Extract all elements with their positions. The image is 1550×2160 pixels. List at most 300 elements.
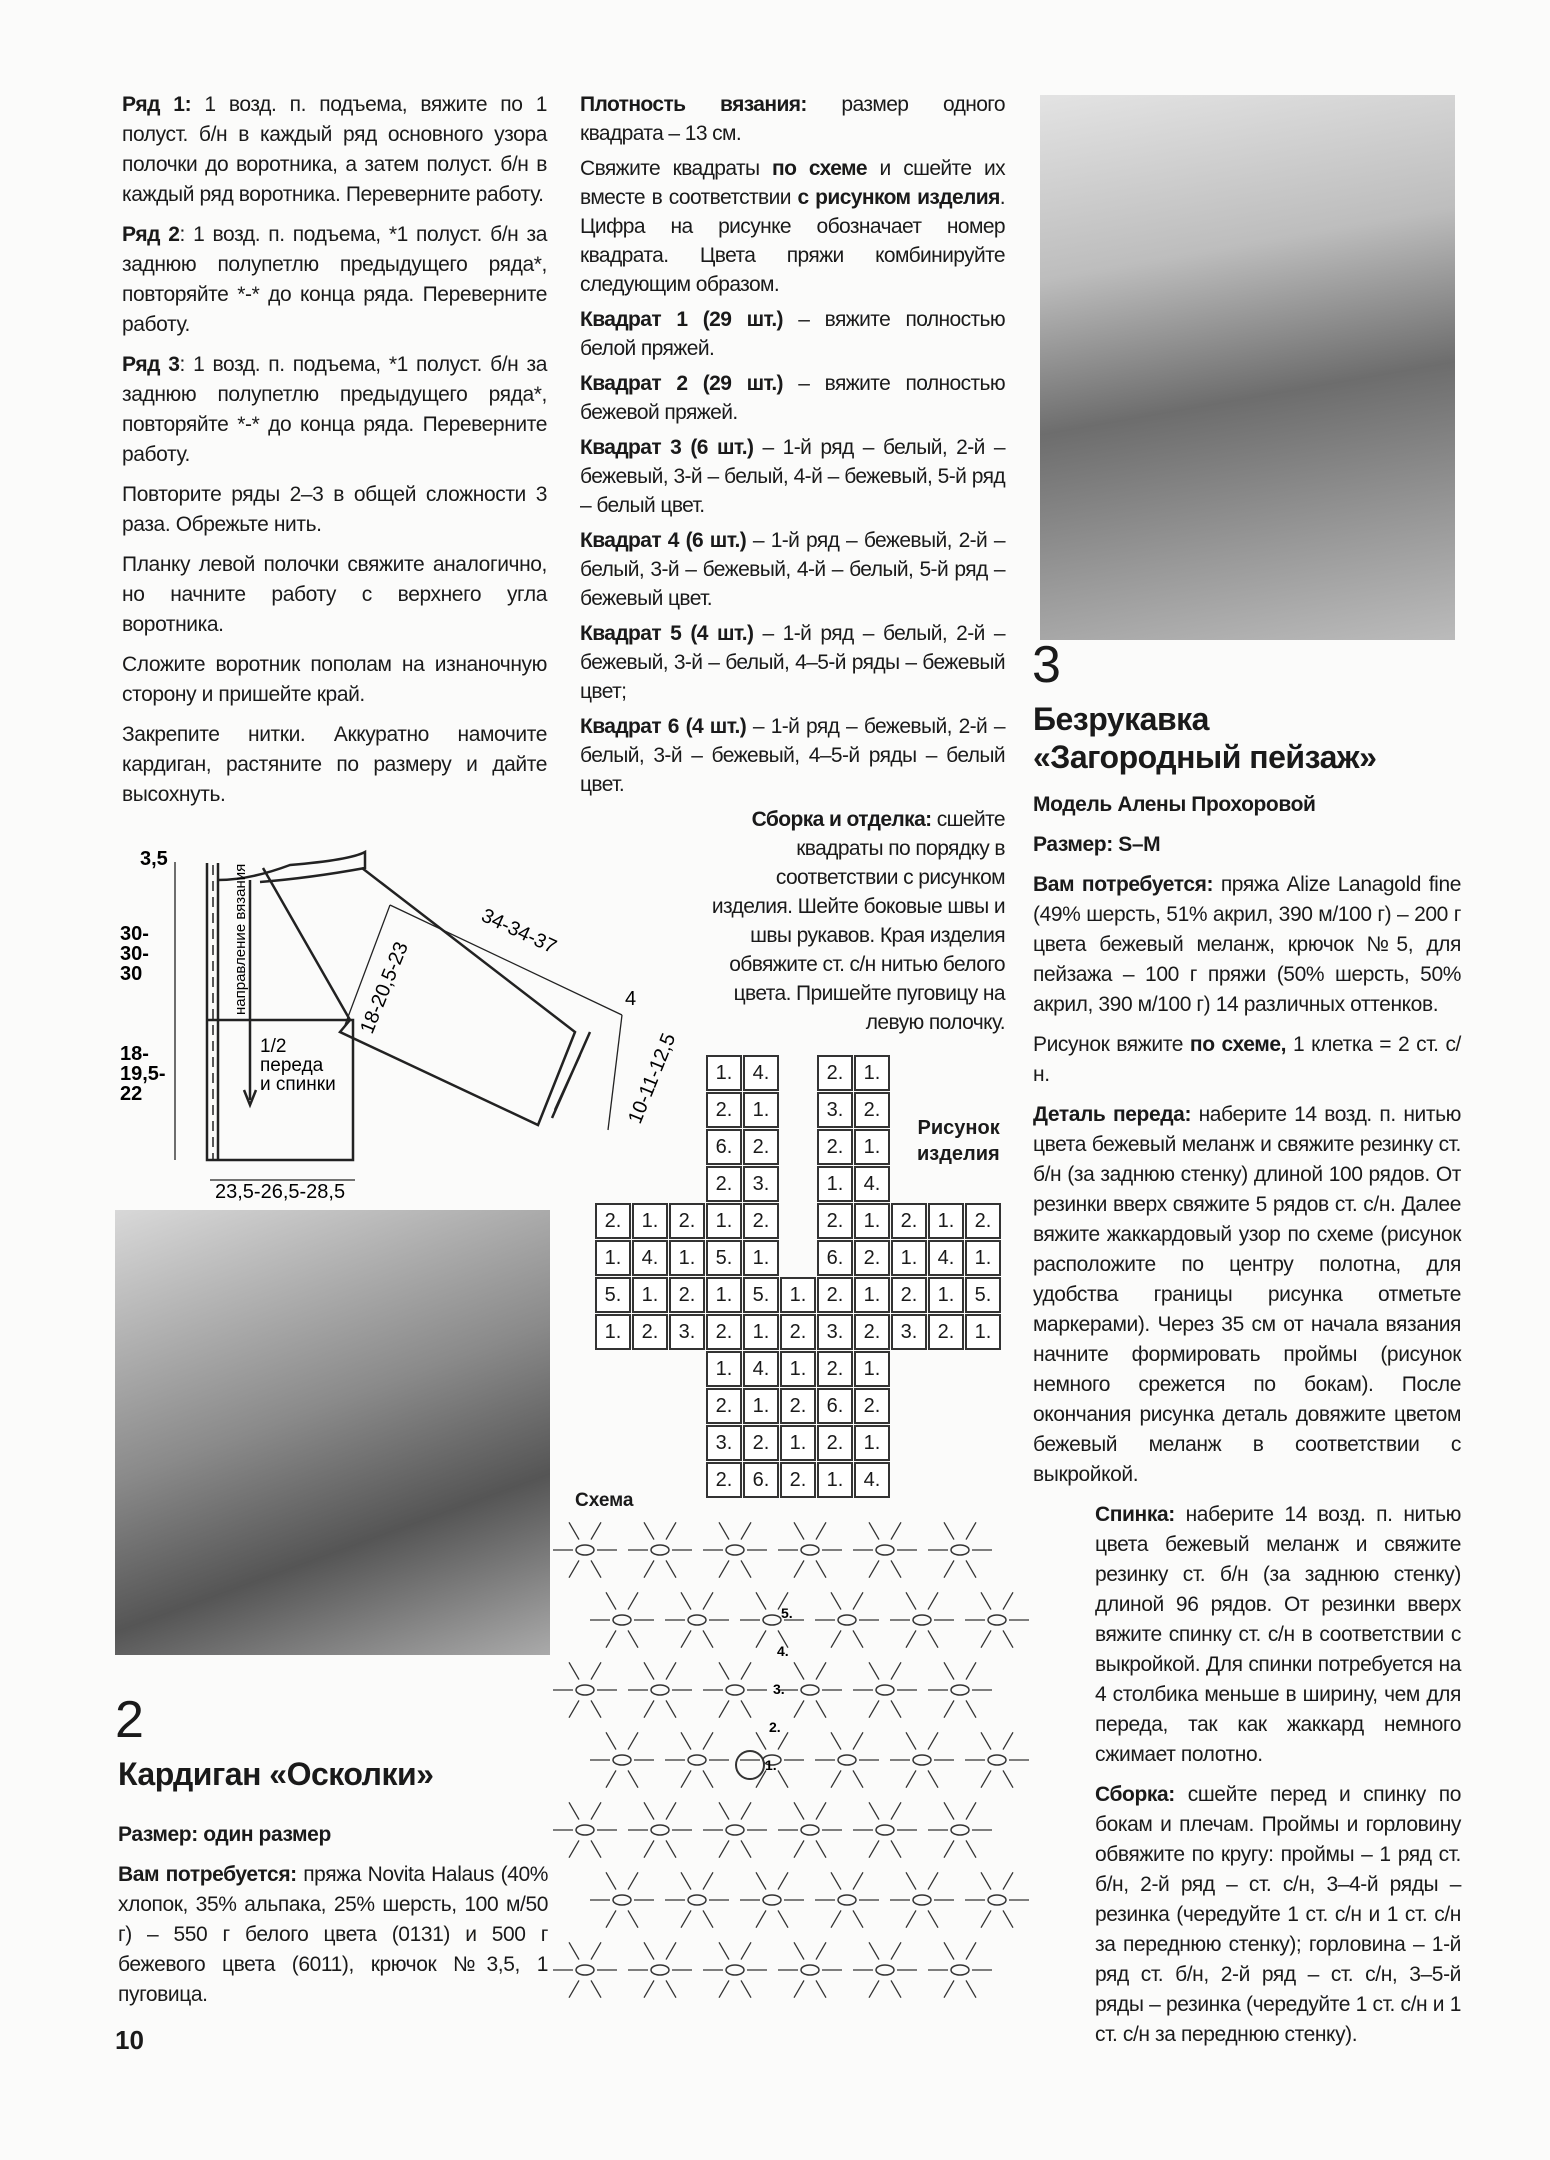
stitch-mark	[1003, 1872, 1013, 1889]
grid-cell: 1.	[669, 1240, 705, 1276]
stitch-mark	[981, 1732, 991, 1749]
stitch-mark	[569, 1522, 579, 1539]
square-text: – 1-й ряд – бежевый, 2-й – белый, 3-й – бежевый, 4-й – белый, 5-й ряд – бежевый цвет.	[580, 529, 1005, 610]
stitch-mark	[966, 1980, 976, 1997]
stitch-mark	[944, 1942, 954, 1959]
model-author: Модель Алены Прохоровой	[1033, 793, 1316, 816]
title-line: «Загородный пейзаж»	[1033, 739, 1377, 775]
stitch-mark	[719, 1802, 729, 1819]
grid-cell: 4.	[854, 1166, 890, 1202]
stitch-mark	[816, 1840, 826, 1857]
square-text: – вяжите полностью белой пряжей.	[580, 308, 1005, 360]
grid-cell: 1.	[928, 1203, 964, 1239]
grid-cell: 1.	[632, 1203, 668, 1239]
chain-ring	[913, 1895, 931, 1905]
stitch-mark	[778, 1872, 788, 1889]
back-label: Спинка:	[1095, 1503, 1175, 1526]
grid-cell: 1.	[595, 1314, 631, 1350]
text: Свяжите квадраты	[580, 157, 772, 180]
chain-ring	[763, 1615, 781, 1625]
half-front-back-label: 1/2 переда и спинки	[260, 1036, 336, 1095]
grid-cell: 2.	[854, 1240, 890, 1276]
chain-ring	[726, 1685, 744, 1695]
stitch-mark	[831, 1770, 841, 1787]
stitch-mark	[869, 1560, 879, 1577]
chain-ring	[876, 1545, 894, 1555]
stitch-mark	[628, 1872, 638, 1889]
scheme-row-label: 2.	[769, 1719, 781, 1735]
chain-ring	[651, 1825, 669, 1835]
stitch-mark	[816, 1980, 826, 1997]
stitch-mark	[794, 1560, 804, 1577]
dim-cuff-width: 10-11-12,5	[624, 1030, 681, 1127]
chain-ring	[726, 1965, 744, 1975]
stitch-mark	[906, 1770, 916, 1787]
stitch-mark	[666, 1560, 676, 1577]
grid-cell: 2.	[854, 1092, 890, 1128]
chain-ring	[688, 1615, 706, 1625]
grid-cell: 1.	[632, 1277, 668, 1313]
grid-cell: 3.	[891, 1314, 927, 1350]
grid-cell: 1.	[595, 1240, 631, 1276]
stitch-mark	[966, 1700, 976, 1717]
stitch-mark	[606, 1770, 616, 1787]
scheme-row-label: 3.	[773, 1681, 785, 1697]
stitch-mark	[644, 1942, 654, 1959]
grid-cell: 1.	[780, 1425, 816, 1461]
stitch-mark	[591, 1840, 601, 1857]
stitch-mark	[1003, 1770, 1013, 1787]
stitch-mark	[944, 1980, 954, 1997]
stitch-mark	[816, 1942, 826, 1959]
grid-cell: 1.	[854, 1055, 890, 1091]
section-title: Кардиган «Осколки»	[118, 1756, 434, 1792]
stitch-mark	[741, 1662, 751, 1679]
stitch-mark	[981, 1910, 991, 1927]
grid-cell: 1.	[817, 1166, 853, 1202]
stitch-mark	[666, 1840, 676, 1857]
cardigan-photo	[115, 1210, 550, 1655]
stitch-mark	[928, 1872, 938, 1889]
stitch-mark	[741, 1522, 751, 1539]
density-text: размер одного квадрата – 13 см.	[580, 93, 1005, 145]
stitch-mark	[591, 1942, 601, 1959]
grid-cell: 2.	[595, 1203, 631, 1239]
row2-text: : 1 возд. п. подъема, *1 полуст. б/н за заднюю полупетлю предыдущего ряда*, повторяйте *-* до конца ряда. Переверните работу.	[122, 223, 548, 336]
stitch-mark	[1003, 1592, 1013, 1609]
stitch-mark	[906, 1630, 916, 1647]
stitch-mark	[794, 1802, 804, 1819]
stitch-mark	[778, 1910, 788, 1927]
stitch-mark	[816, 1700, 826, 1717]
stitch-mark	[869, 1662, 879, 1679]
text: с рисунком изделия	[797, 186, 1000, 209]
chain-ring	[576, 1825, 594, 1835]
chain-ring	[688, 1895, 706, 1905]
stitch-mark	[681, 1770, 691, 1787]
materials-label: Вам потребуется:	[118, 1863, 297, 1886]
stitch-mark	[891, 1942, 901, 1959]
square-label: Квадрат 1 (29 шт.)	[580, 308, 783, 331]
stitch-mark	[966, 1840, 976, 1857]
chain-ring	[876, 1685, 894, 1695]
stitch-mark	[981, 1592, 991, 1609]
chain-ring	[951, 1965, 969, 1975]
grid-cell: 1.	[854, 1277, 890, 1313]
chain-ring	[913, 1615, 931, 1625]
chain-ring	[613, 1615, 631, 1625]
stitch-mark	[794, 1522, 804, 1539]
stitch-mark	[928, 1770, 938, 1787]
grid-cell: 2.	[706, 1462, 742, 1498]
stitch-mark	[944, 1662, 954, 1679]
size-label: Размер: S–M	[1033, 833, 1161, 856]
chain-ring	[688, 1755, 706, 1765]
stitch-mark	[666, 1980, 676, 1997]
stitch-mark	[869, 1840, 879, 1857]
paragraph: Сложите воротник пополам на изнаночную сторону и пришейте край.	[122, 653, 547, 706]
chain-ring	[613, 1895, 631, 1905]
stitch-mark	[681, 1592, 691, 1609]
stitch-mark	[606, 1910, 616, 1927]
text: Рисунок вяжите	[1033, 1033, 1190, 1056]
row2-label: Ряд 2	[122, 223, 180, 246]
chain-ring	[613, 1755, 631, 1765]
stitch-mark	[703, 1872, 713, 1889]
grid-cell: 4.	[854, 1462, 890, 1498]
stitch-mark	[853, 1872, 863, 1889]
dim-height-bottom: 18-19,5-22	[120, 1043, 166, 1105]
stitch-mark	[719, 1700, 729, 1717]
figure-label	[917, 1115, 1000, 1167]
chain-ring	[913, 1755, 931, 1765]
grid-cell: 4.	[928, 1240, 964, 1276]
stitch-mark	[644, 1662, 654, 1679]
stitch-mark	[1003, 1910, 1013, 1927]
stitch-mark	[778, 1770, 788, 1787]
stitch-mark	[681, 1872, 691, 1889]
stitch-mark	[644, 1700, 654, 1717]
dim-height-top: 30-30-30	[120, 923, 149, 985]
grid-cell: 1.	[891, 1240, 927, 1276]
stitch-mark	[666, 1942, 676, 1959]
stitch-mark	[794, 1942, 804, 1959]
grid-cell: 1.	[854, 1351, 890, 1387]
stitch-mark	[644, 1802, 654, 1819]
knitting-direction-label: направление вязания	[232, 863, 249, 1015]
grid-cell: 2.	[854, 1314, 890, 1350]
square-text: – 1-й ряд – белый, 2-й – бежевый, 3-й – белый, 4–5-й ряды – бежевый цвет;	[580, 622, 1005, 703]
chain-ring	[988, 1895, 1006, 1905]
grid-cell: 2.	[965, 1203, 1001, 1239]
materials-label: Вам потребуется:	[1033, 873, 1214, 896]
grid-cell: 2.	[891, 1277, 927, 1313]
grid-cell: 6.	[817, 1388, 853, 1424]
stitch-mark	[628, 1910, 638, 1927]
grid-cell: 2.	[706, 1314, 742, 1350]
stitch-mark	[831, 1910, 841, 1927]
dim-sleeve-length: 34-34-37	[477, 904, 560, 959]
stitch-mark	[981, 1630, 991, 1647]
grid-cell: 2.	[669, 1277, 705, 1313]
stitch-mark	[891, 1560, 901, 1577]
stitch-mark	[666, 1802, 676, 1819]
square-label: Квадрат 2 (29 шт.)	[580, 372, 783, 395]
grid-cell: 3.	[669, 1314, 705, 1350]
stitch-mark	[703, 1592, 713, 1609]
grid-cell: 2.	[706, 1092, 742, 1128]
stitch-mark	[853, 1770, 863, 1787]
square-label: Квадрат 5 (4 шт.)	[580, 622, 754, 645]
stitch-mark	[719, 1662, 729, 1679]
text: . Цифра на рисунке обозначает номер квадрата. Цвета пряжи комбинируйте следующим образом.	[580, 186, 1005, 296]
grid-cell: 1.	[706, 1277, 742, 1313]
stitch-mark	[906, 1872, 916, 1889]
stitch-mark	[928, 1630, 938, 1647]
row3-text: : 1 возд. п. подъема, *1 полуст. б/н за заднюю полупетлю предыдущего ряда*, повторяйте *-* до конца ряда. Переверните работу.	[122, 353, 548, 466]
chain-ring	[988, 1755, 1006, 1765]
chain-ring	[576, 1545, 594, 1555]
stitch-mark	[981, 1770, 991, 1787]
section-number: 3	[1032, 636, 1061, 694]
figure-label-line: Рисунок	[917, 1117, 1000, 1139]
dim-armhole: 18-20,5-23	[356, 938, 413, 1037]
dim-width: 23,5-26,5-28,5	[215, 1181, 346, 1203]
stitch-mark	[1003, 1732, 1013, 1749]
materials-text: пряжа Alize Lanagold fine (49% шерсть, 51% акрил, 390 м/100 г) – 200 г цвета бежевый меланж, крючок №5, для пейзажа – 100 г пряжи (50% шерсть, 50% акрил, 390 м/100 г) 14 различных оттенков.	[1033, 873, 1462, 1016]
vest-photo	[1040, 95, 1455, 640]
scheme-row-label: 1.	[765, 1757, 777, 1773]
section-title	[1033, 700, 1376, 776]
stitch-mark	[628, 1770, 638, 1787]
grid-cell: 3.	[706, 1425, 742, 1461]
chain-ring	[576, 1685, 594, 1695]
stitch-mark	[741, 1802, 751, 1819]
stitch-mark	[756, 1592, 766, 1609]
dim-cuff: 4	[625, 988, 637, 1010]
grid-cell: 2.	[854, 1388, 890, 1424]
stitch-mark	[831, 1872, 841, 1889]
grid-cell: 5.	[595, 1277, 631, 1313]
text: 1 клетка = 2 ст. с/н.	[1033, 1033, 1461, 1086]
grid-cell: 1.	[780, 1277, 816, 1313]
grid-cell: 2.	[743, 1129, 779, 1165]
grid-cell: 1.	[743, 1388, 779, 1424]
stitch-mark	[944, 1560, 954, 1577]
stitch-mark	[591, 1662, 601, 1679]
stitch-mark	[966, 1802, 976, 1819]
paragraph: Закрепите нитки. Аккуратно намочите кардиган, растяните по размеру и дайте высохнуть.	[122, 723, 547, 806]
stitch-mark	[928, 1732, 938, 1749]
stitch-mark	[928, 1592, 938, 1609]
grid-cell: 4.	[743, 1055, 779, 1091]
grid-cell: 2.	[928, 1314, 964, 1350]
grid-cell: 2.	[817, 1203, 853, 1239]
grid-cell: 2.	[706, 1166, 742, 1202]
stitch-mark	[966, 1522, 976, 1539]
stitch-mark	[644, 1840, 654, 1857]
stitch-mark	[966, 1560, 976, 1577]
scheme-row-label: 5.	[781, 1605, 793, 1621]
stitch-mark	[591, 1560, 601, 1577]
grid-cell: 1.	[780, 1351, 816, 1387]
stitch-mark	[719, 1522, 729, 1539]
stitch-mark	[831, 1630, 841, 1647]
dim-collar: 3,5	[140, 848, 168, 870]
stitch-mark	[853, 1910, 863, 1927]
stitch-mark	[853, 1732, 863, 1749]
stitch-mark	[831, 1732, 841, 1749]
grid-cell: 6.	[706, 1129, 742, 1165]
stitch-mark	[606, 1630, 616, 1647]
stitch-mark	[928, 1910, 938, 1927]
stitch-mark	[681, 1910, 691, 1927]
stitch-mark	[569, 1560, 579, 1577]
stitch-mark	[794, 1840, 804, 1857]
stitch-mark	[719, 1560, 729, 1577]
paragraph: Планку левой полочки свяжите аналогично, но начните работу с верхнего угла воротника.	[122, 553, 547, 636]
chain-ring	[951, 1825, 969, 1835]
stitch-mark	[606, 1732, 616, 1749]
stitch-mark	[703, 1630, 713, 1647]
stitch-mark	[853, 1592, 863, 1609]
chain-ring	[801, 1965, 819, 1975]
text: по схеме,	[1189, 1033, 1287, 1056]
stitch-mark	[891, 1700, 901, 1717]
grid-cell: 2.	[817, 1425, 853, 1461]
title-line: Безрукавка	[1033, 701, 1209, 737]
stitch-mark	[981, 1872, 991, 1889]
chain-ring	[988, 1615, 1006, 1625]
stitch-mark	[756, 1910, 766, 1927]
grid-cell: 1.	[743, 1314, 779, 1350]
stitch-mark	[869, 1700, 879, 1717]
back-text: наберите 14 возд. п. нитью цвета бежевый меланж и свяжите резинку ст. б/н (за заднюю стенку) длиной 96 рядов. От резинки вверх вяжите спинку ст. с/н в соответствии с выкройкой. Для спинки потребуется на 4 столбика меньше в ширину, чем для переда, так как жаккард немного сжимает полотно.	[1095, 1503, 1461, 1766]
chain-ring	[876, 1965, 894, 1975]
section-2-text	[118, 1820, 548, 2020]
grid-cell: 1.	[965, 1240, 1001, 1276]
stitch-mark	[891, 1802, 901, 1819]
grid-cell: 4.	[632, 1240, 668, 1276]
chain-ring	[838, 1755, 856, 1765]
stitch-mark	[869, 1980, 879, 1997]
grid-cell: 2.	[706, 1388, 742, 1424]
grid-cell: 1.	[854, 1203, 890, 1239]
grid-cell: 2.	[817, 1351, 853, 1387]
stitch-mark	[569, 1802, 579, 1819]
column-2	[580, 90, 1005, 1043]
stitch-mark	[591, 1802, 601, 1819]
square-label: Квадрат 4 (6 шт.)	[580, 529, 747, 552]
grid-cell: 1.	[706, 1203, 742, 1239]
square-text: – 1-й ряд – бежевый, 2-й – белый, 3-й – бежевый, 4–5-й ряды – белый цвет.	[580, 715, 1005, 796]
column-1	[122, 90, 547, 820]
row3-label: Ряд 3	[122, 353, 180, 376]
stitch-mark	[681, 1732, 691, 1749]
scheme-label: Схема	[575, 1490, 634, 1511]
stitch-mark	[853, 1630, 863, 1647]
stitch-mark	[794, 1700, 804, 1717]
stitch-mark	[944, 1700, 954, 1717]
stitch-mark	[906, 1732, 916, 1749]
stitch-mark	[756, 1732, 766, 1749]
stitch-mark	[741, 1942, 751, 1959]
stitch-mark	[869, 1522, 879, 1539]
chain-ring	[763, 1895, 781, 1905]
grid-cell: 2.	[743, 1203, 779, 1239]
materials-text: пряжа Novita Halaus (40% хлопок, 35% альпака, 25% шерсть, 100 м/50 г) – 550 г белого цвета (0131) и 500 г бежевого цвета (6011), крючок №3,5, 1 пуговица.	[118, 1863, 548, 2006]
stitch-mark	[906, 1910, 916, 1927]
stitch-mark	[831, 1592, 841, 1609]
grid-cell: 2.	[817, 1129, 853, 1165]
stitch-mark	[666, 1700, 676, 1717]
stitch-mark	[719, 1840, 729, 1857]
page-number: 10	[115, 2025, 144, 2055]
stitch-mark	[966, 1942, 976, 1959]
row1-label: Ряд 1:	[122, 93, 192, 116]
stitch-mark	[794, 1662, 804, 1679]
grid-cell: 2.	[632, 1314, 668, 1350]
text: по схеме	[772, 157, 868, 180]
square-label: Квадрат 6 (4 шт.)	[580, 715, 747, 738]
crochet-scheme	[565, 1530, 1010, 2010]
stitch-mark	[569, 1662, 579, 1679]
chain-ring	[876, 1825, 894, 1835]
front-text: наберите 14 возд. п. нитью цвета бежевый меланж и свяжите резинку ст. б/н (за заднюю стенку) длиной 100 рядов. От резинки вверх свяжите 5 рядов ст. с/н. Далее вяжите жаккардовый узор по схеме (рисунок расположите по центру полотна, для удобства границы рисунка отметьте маркерами). Через 35 см от начала вязания начните формировать проймы (рисунок немного срежется по бокам). После окончания рисунка деталь довяжите цветом бежевый меланж в соответствии с выкройкой.	[1033, 1103, 1461, 1486]
stitch-mark	[703, 1910, 713, 1927]
chain-ring	[651, 1545, 669, 1555]
grid-cell: 5.	[743, 1277, 779, 1313]
stitch-mark	[869, 1942, 879, 1959]
assembly-label: Сборка:	[1095, 1783, 1175, 1806]
stitch-mark	[628, 1732, 638, 1749]
stitch-mark	[944, 1840, 954, 1857]
stitch-mark	[644, 1560, 654, 1577]
stitch-mark	[816, 1522, 826, 1539]
size-label: Размер: один размер	[118, 1823, 331, 1846]
stitch-mark	[741, 1980, 751, 1997]
stitch-mark	[644, 1980, 654, 1997]
stitch-mark	[591, 1980, 601, 1997]
chain-ring	[801, 1545, 819, 1555]
square-label: Квадрат 3 (6 шт.)	[580, 436, 754, 459]
chain-ring	[838, 1895, 856, 1905]
stitch-mark	[944, 1522, 954, 1539]
stitch-mark	[569, 1840, 579, 1857]
stitch-mark	[891, 1522, 901, 1539]
stitch-mark	[666, 1522, 676, 1539]
stitch-mark	[816, 1662, 826, 1679]
chain-ring	[801, 1825, 819, 1835]
grid-cell: 2.	[780, 1462, 816, 1498]
chain-ring	[726, 1545, 744, 1555]
assembly-text: сшейте квадраты по порядку в соответствии с рисунком изделия. Шейте боковые швы и швы рукавов. Края изделия обвяжите ст. с/н нитью белого цвета. Пришейте пуговицу на левую полочку.	[711, 808, 1005, 1034]
figure-label-line: изделия	[917, 1143, 1000, 1165]
grid-cell: 2.	[817, 1055, 853, 1091]
chain-ring	[838, 1615, 856, 1625]
stitch-mark	[703, 1770, 713, 1787]
stitch-mark	[869, 1802, 879, 1819]
stitch-mark	[703, 1732, 713, 1749]
paragraph: Повторите ряды 2–3 в общей сложности 3 раза. Обрежьте нить.	[122, 483, 547, 536]
grid-cell: 1.	[706, 1055, 742, 1091]
grid-cell: 1.	[743, 1092, 779, 1128]
stitch-mark	[966, 1662, 976, 1679]
chain-ring	[951, 1685, 969, 1695]
stitch-mark	[628, 1592, 638, 1609]
stitch-mark	[756, 1872, 766, 1889]
stitch-mark	[569, 1980, 579, 1997]
